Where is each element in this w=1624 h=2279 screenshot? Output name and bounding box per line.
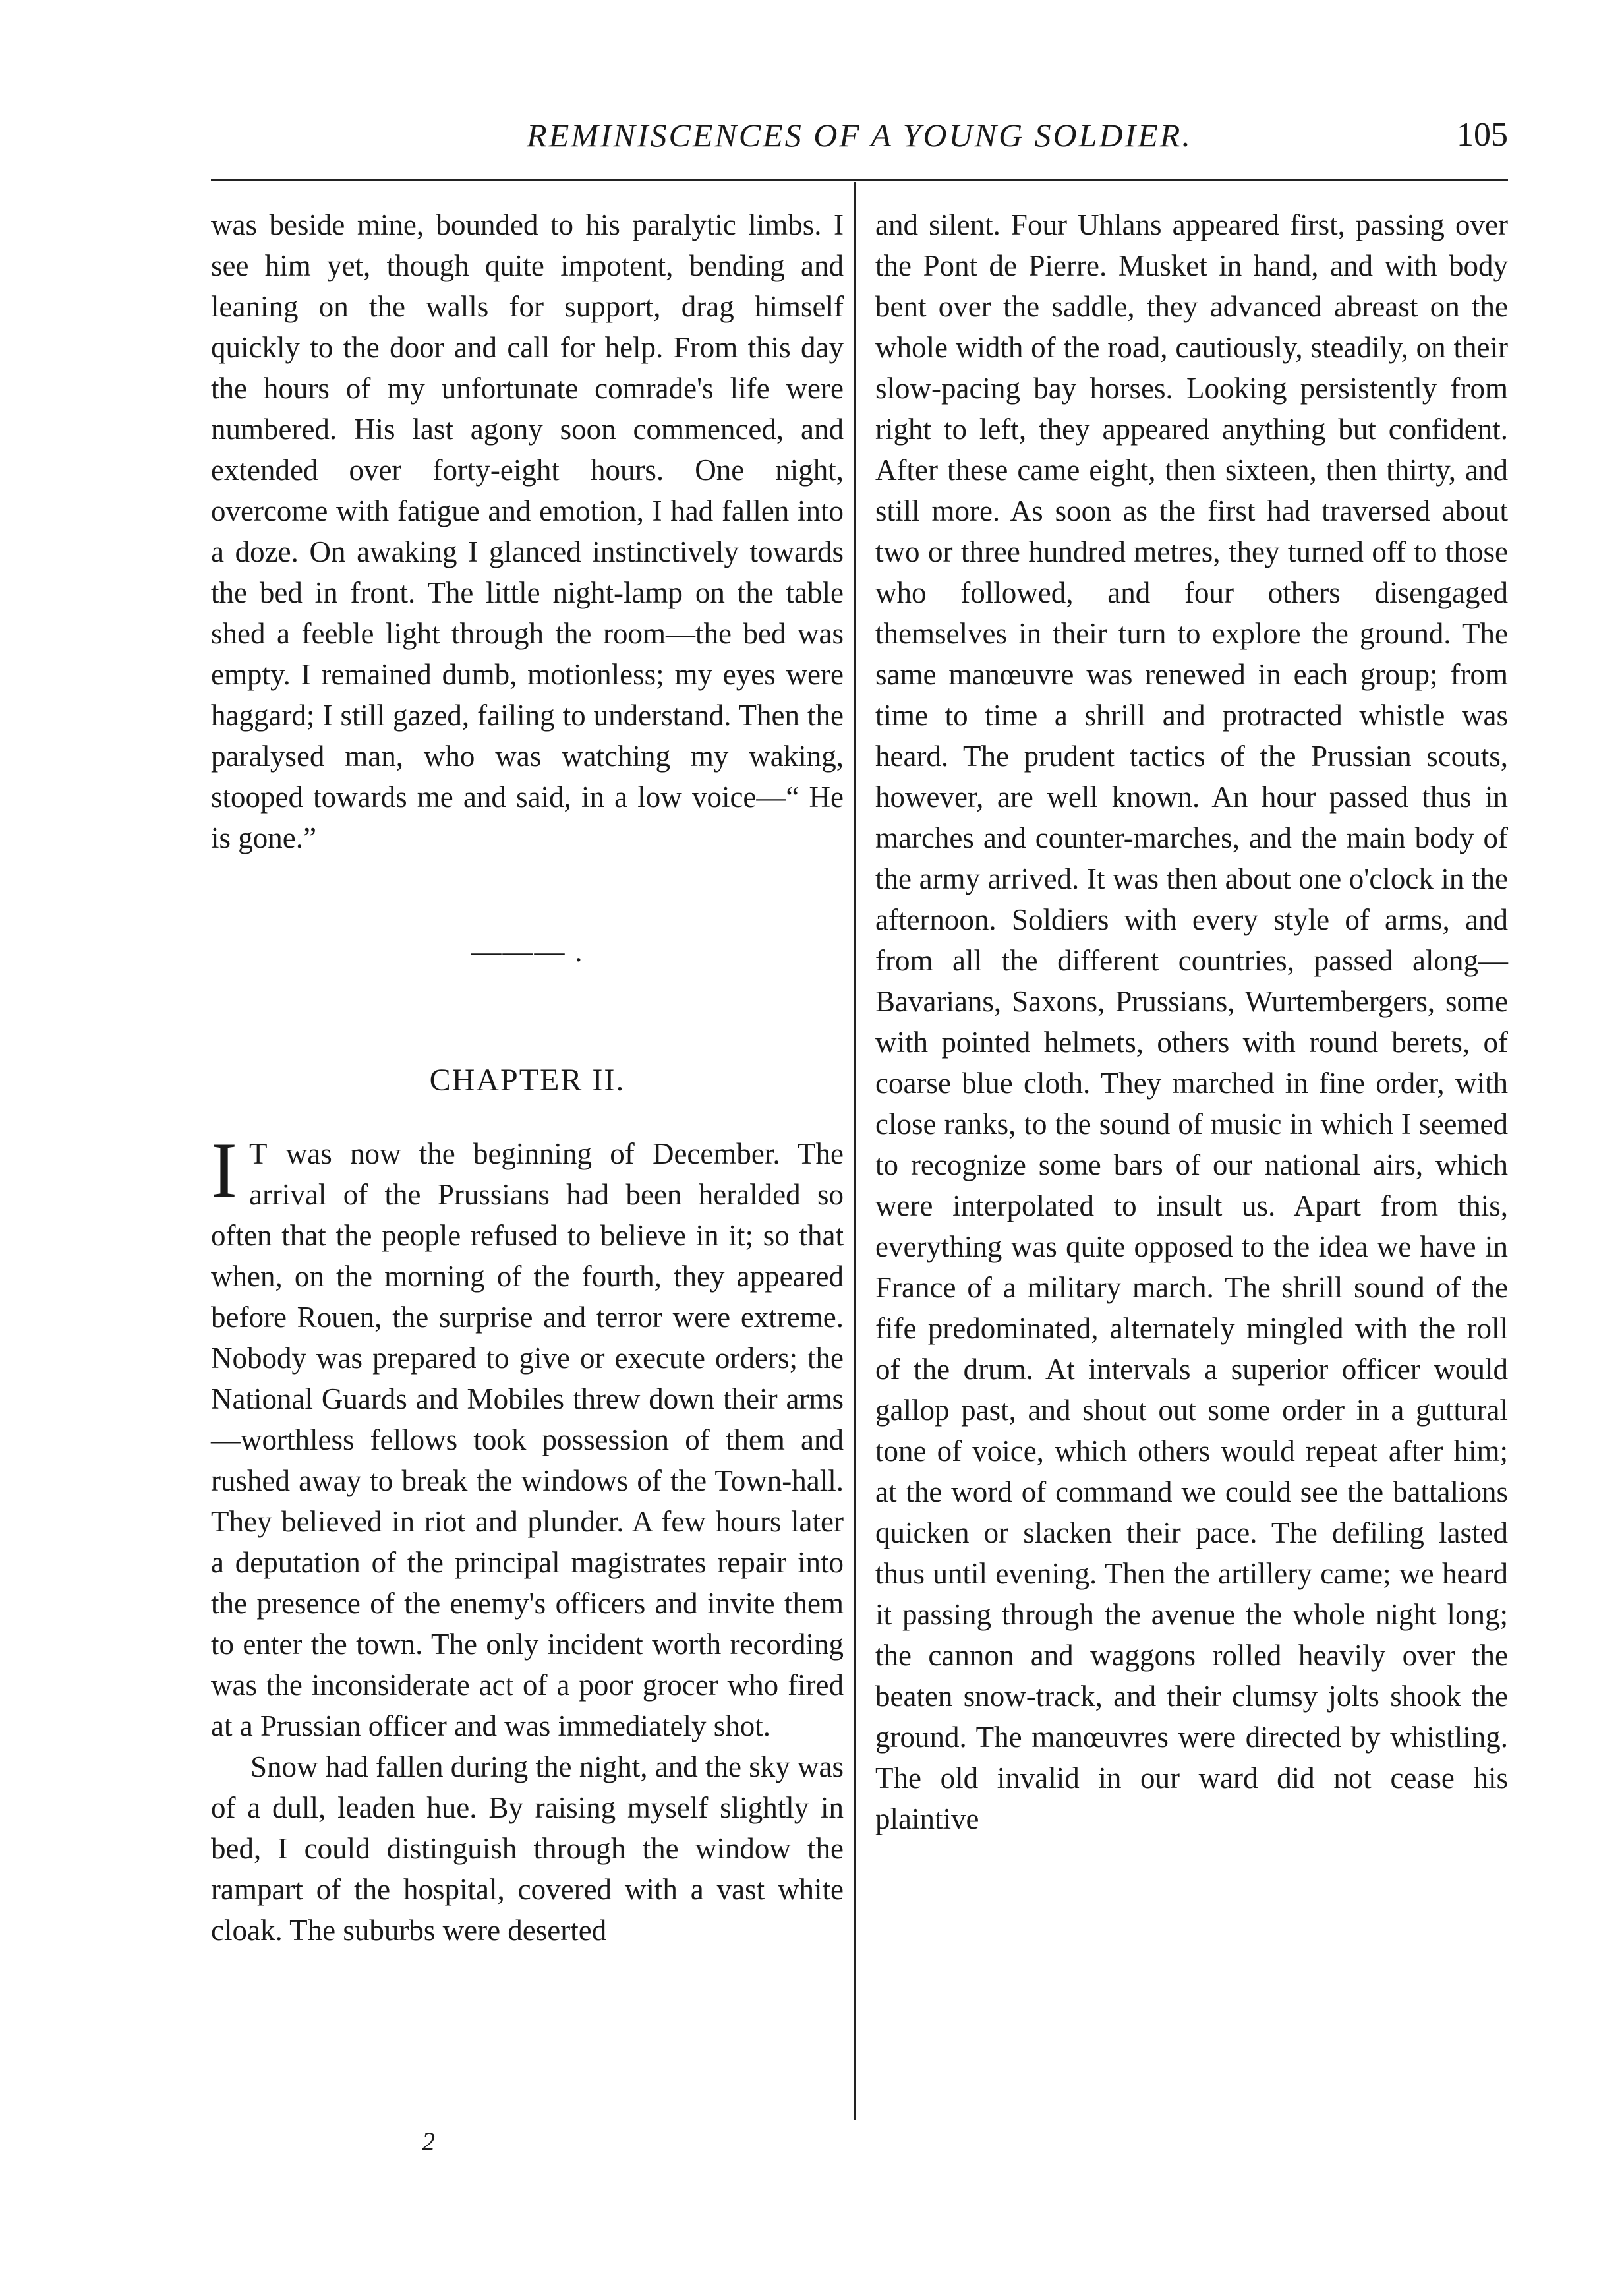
header-rule <box>211 179 1508 181</box>
left-paragraph-2 <box>211 1126 844 1746</box>
left-paragraph-1: was beside mine, bounded to his paralytic limbs. I see him yet, though quite impotent, bending and leaning on the walls for support, drag himself quickly to the door and call for help. From this day the hours of my unfortunate comrade's life were numbered. His last agony soon commenced, and extended over forty-eight hours. One night, overcome with fatigue and emotion, I had fallen into a doze. On awaking I glanced instinctively towards the bed in front. The little night-lamp on the table shed a feeble light through the room—the bed was empty. I remained dumb, motionless; my eyes were haggard; I still gazed, failing to understand. Then the paralysed man, who was watching my waking, stooped towards me and said, in a low voice—“ He is gone.” <box>211 208 844 854</box>
page-number: 105 <box>1457 116 1508 154</box>
running-title: REMINISCENCES OF A YOUNG SOLDIER. <box>527 117 1192 154</box>
right-column <box>875 204 1508 1839</box>
section-divider: ——— . <box>471 934 584 968</box>
page-header <box>211 112 1508 165</box>
left-column <box>211 204 844 1951</box>
signature-mark: 2 <box>422 2127 435 2156</box>
left-paragraph-2-text: was now the beginning of December. The arrival of the Prussians had been heralded so often that the people refused to believe in it; so that when, on the morning of the fourth, they appeared before Rouen, the surprise and terror were extreme. Nobody was prepared to give or execute orders; the National Guards and Mobiles threw down their arms—worthless fellows took possession of them and rushed away to break the windows of the Town-hall. They believed in riot and plunder. A few hours later a deputation of the principal magistrates repair into the presence of the enemy's officers and invite them to enter the town. The only incident worth recording was the inconsiderate act of a poor grocer who fired at a Prussian officer and was immediately shot. <box>211 1137 844 1742</box>
drop-cap-rest: T <box>248 1137 268 1170</box>
chapter-heading: CHAPTER II. <box>429 1063 625 1098</box>
left-paragraph-3: Snow had fallen during the night, and the sky was of a dull, leaden hue. By raising myself slightly in bed, I could distinguish through the window the rampart of the hospital, covered with a vast white cloak. The suburbs were deserted <box>211 1750 844 1947</box>
drop-cap: I <box>211 1126 237 1214</box>
column-divider <box>854 182 856 2120</box>
right-paragraph-1: and silent. Four Uhlans appeared first, passing over the Pont de Pierre. Musket in hand, and with body bent over the saddle, they advanced abreast on the whole width of the road, cautiously, steadily, on their slow-pacing bay horses. Looking persistently from right to left, they appeared anything but confident. After these came eight, then sixteen, then thirty, and still more. As soon as the first had traversed about two or three hundred metres, they turned off to those who followed, and four others disengaged themselves in their turn to explore the ground. The same manœuvre was renewed in each group; from time to time a shrill and protracted whistle was heard. The prudent tactics of the Prussian scouts, however, are well known. An hour passed thus in marches and counter-marches, and the main body of the army arrived. It was then about one o'clock in the afternoon. Soldiers with every style of arms, and from all the different countries, passed along—Bavarians, Saxons, Prussians, Wurtembergers, some with pointed helmets, others with round berets, of coarse blue cloth. They marched in fine order, with close ranks, to the sound of music in which I seemed to recognize some bars of our national airs, which were interpolated to insult us. Apart from this, everything was quite opposed to the idea we have in France of a military march. The shrill sound of the fife predominated, alternately mingled with the roll of the drum. At intervals a superior officer would gallop past, and shout out some order in a guttural tone of voice, which others would repeat after him; at the word of command we could see the battalions quicken or slacken their pace. The defiling lasted thus until evening. Then the artillery came; we heard it passing through the avenue the whole night long; the cannon and waggons rolled heavily over the beaten snow-track, and their clumsy jolts shook the ground. The manœuvres were directed by whistling. The old invalid in our ward did not cease his plaintive <box>875 208 1508 1835</box>
